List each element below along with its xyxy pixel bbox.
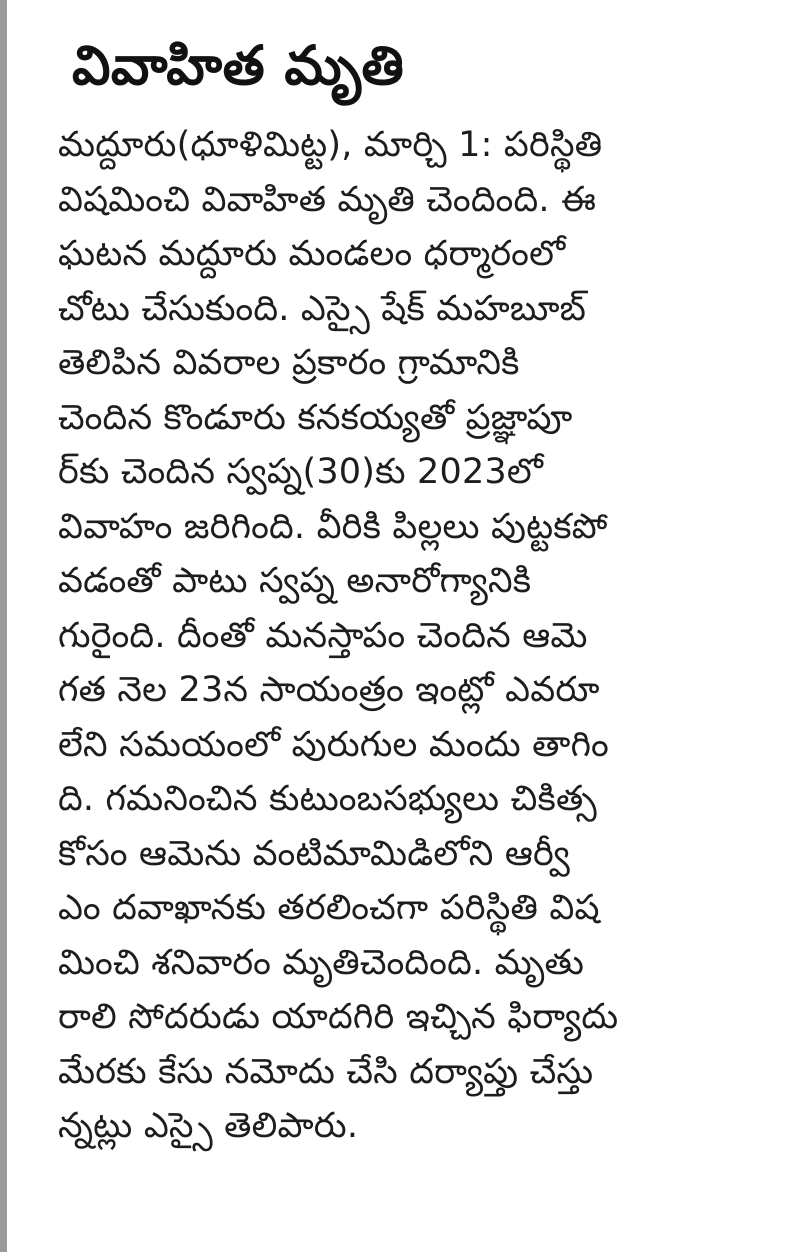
article-line: రాలి సోదరుడు యాదగిరి ఇచ్చిన ఫిర్యాదు	[58, 997, 619, 1037]
article-line: గత నెల 23న సాయంత్రం ఇంట్లో ఎవరూ	[58, 670, 600, 710]
article-line: చెందిన కొండూరు కనకయ్యతో ప్రజ్ఞాపూ	[58, 397, 573, 438]
next-article-fragment	[60, 1228, 480, 1258]
article-body	[58, 118, 668, 1154]
previous-article-fragment	[60, 0, 480, 12]
article-line: మించి శనివారం మృతిచెందింది. మృతు	[58, 942, 585, 983]
article-line: మేరకు కేసు నమోదు చేసి దర్యాప్తు చేస్తు	[58, 1051, 594, 1092]
article-line: మద్దూరు(ధూళిమిట్ట), మార్చి 1: పరిస్థితి	[58, 125, 603, 165]
article-line: ది. గమనించిన కుటుంబసభ్యులు చికిత్స	[58, 779, 597, 819]
article-line: విషమించి వివాహిత మృతి చెందింది. ఈ	[58, 179, 597, 220]
column-divider-line	[0, 0, 7, 1252]
article-line: న్నట్లు ఎస్సై తెలిపారు.	[58, 1106, 359, 1146]
article-line: ఎం దవాఖానకు తరలించగా పరిస్థితి విష	[58, 888, 600, 928]
article-line: కోసం ఆమెను వంటిమామిడిలోని ఆర్వీ	[58, 833, 570, 874]
article-line: ఘటన మద్దూరు మండలం ధర్మారంలో	[58, 234, 566, 274]
article-line: వడంతో పాటు స్వప్న అనారోగ్యానికి	[58, 561, 532, 601]
article-line: చోటు చేసుకుంది. ఎస్సై షేక్ మహబూబ్	[58, 288, 587, 329]
news-article	[58, 28, 668, 1154]
article-headline: వివాహిత మృతి	[72, 34, 405, 97]
article-line: లేని సమయంలో పురుగుల మందు తాగిం	[58, 724, 609, 765]
article-line: వివాహం జరిగింది. వీరికి పిల్లలు పుట్టకపో	[58, 506, 608, 547]
article-line: గురైంది. దీంతో మనస్తాపం చెందిన ఆమె	[58, 615, 588, 656]
article-line: తెలిపిన వివరాల ప్రకారం గ్రామానికి	[58, 343, 520, 383]
article-line: ర్‌కు చెందిన స్వప్న(30)కు 2023లో	[58, 452, 544, 492]
page-margin	[685, 0, 800, 1252]
